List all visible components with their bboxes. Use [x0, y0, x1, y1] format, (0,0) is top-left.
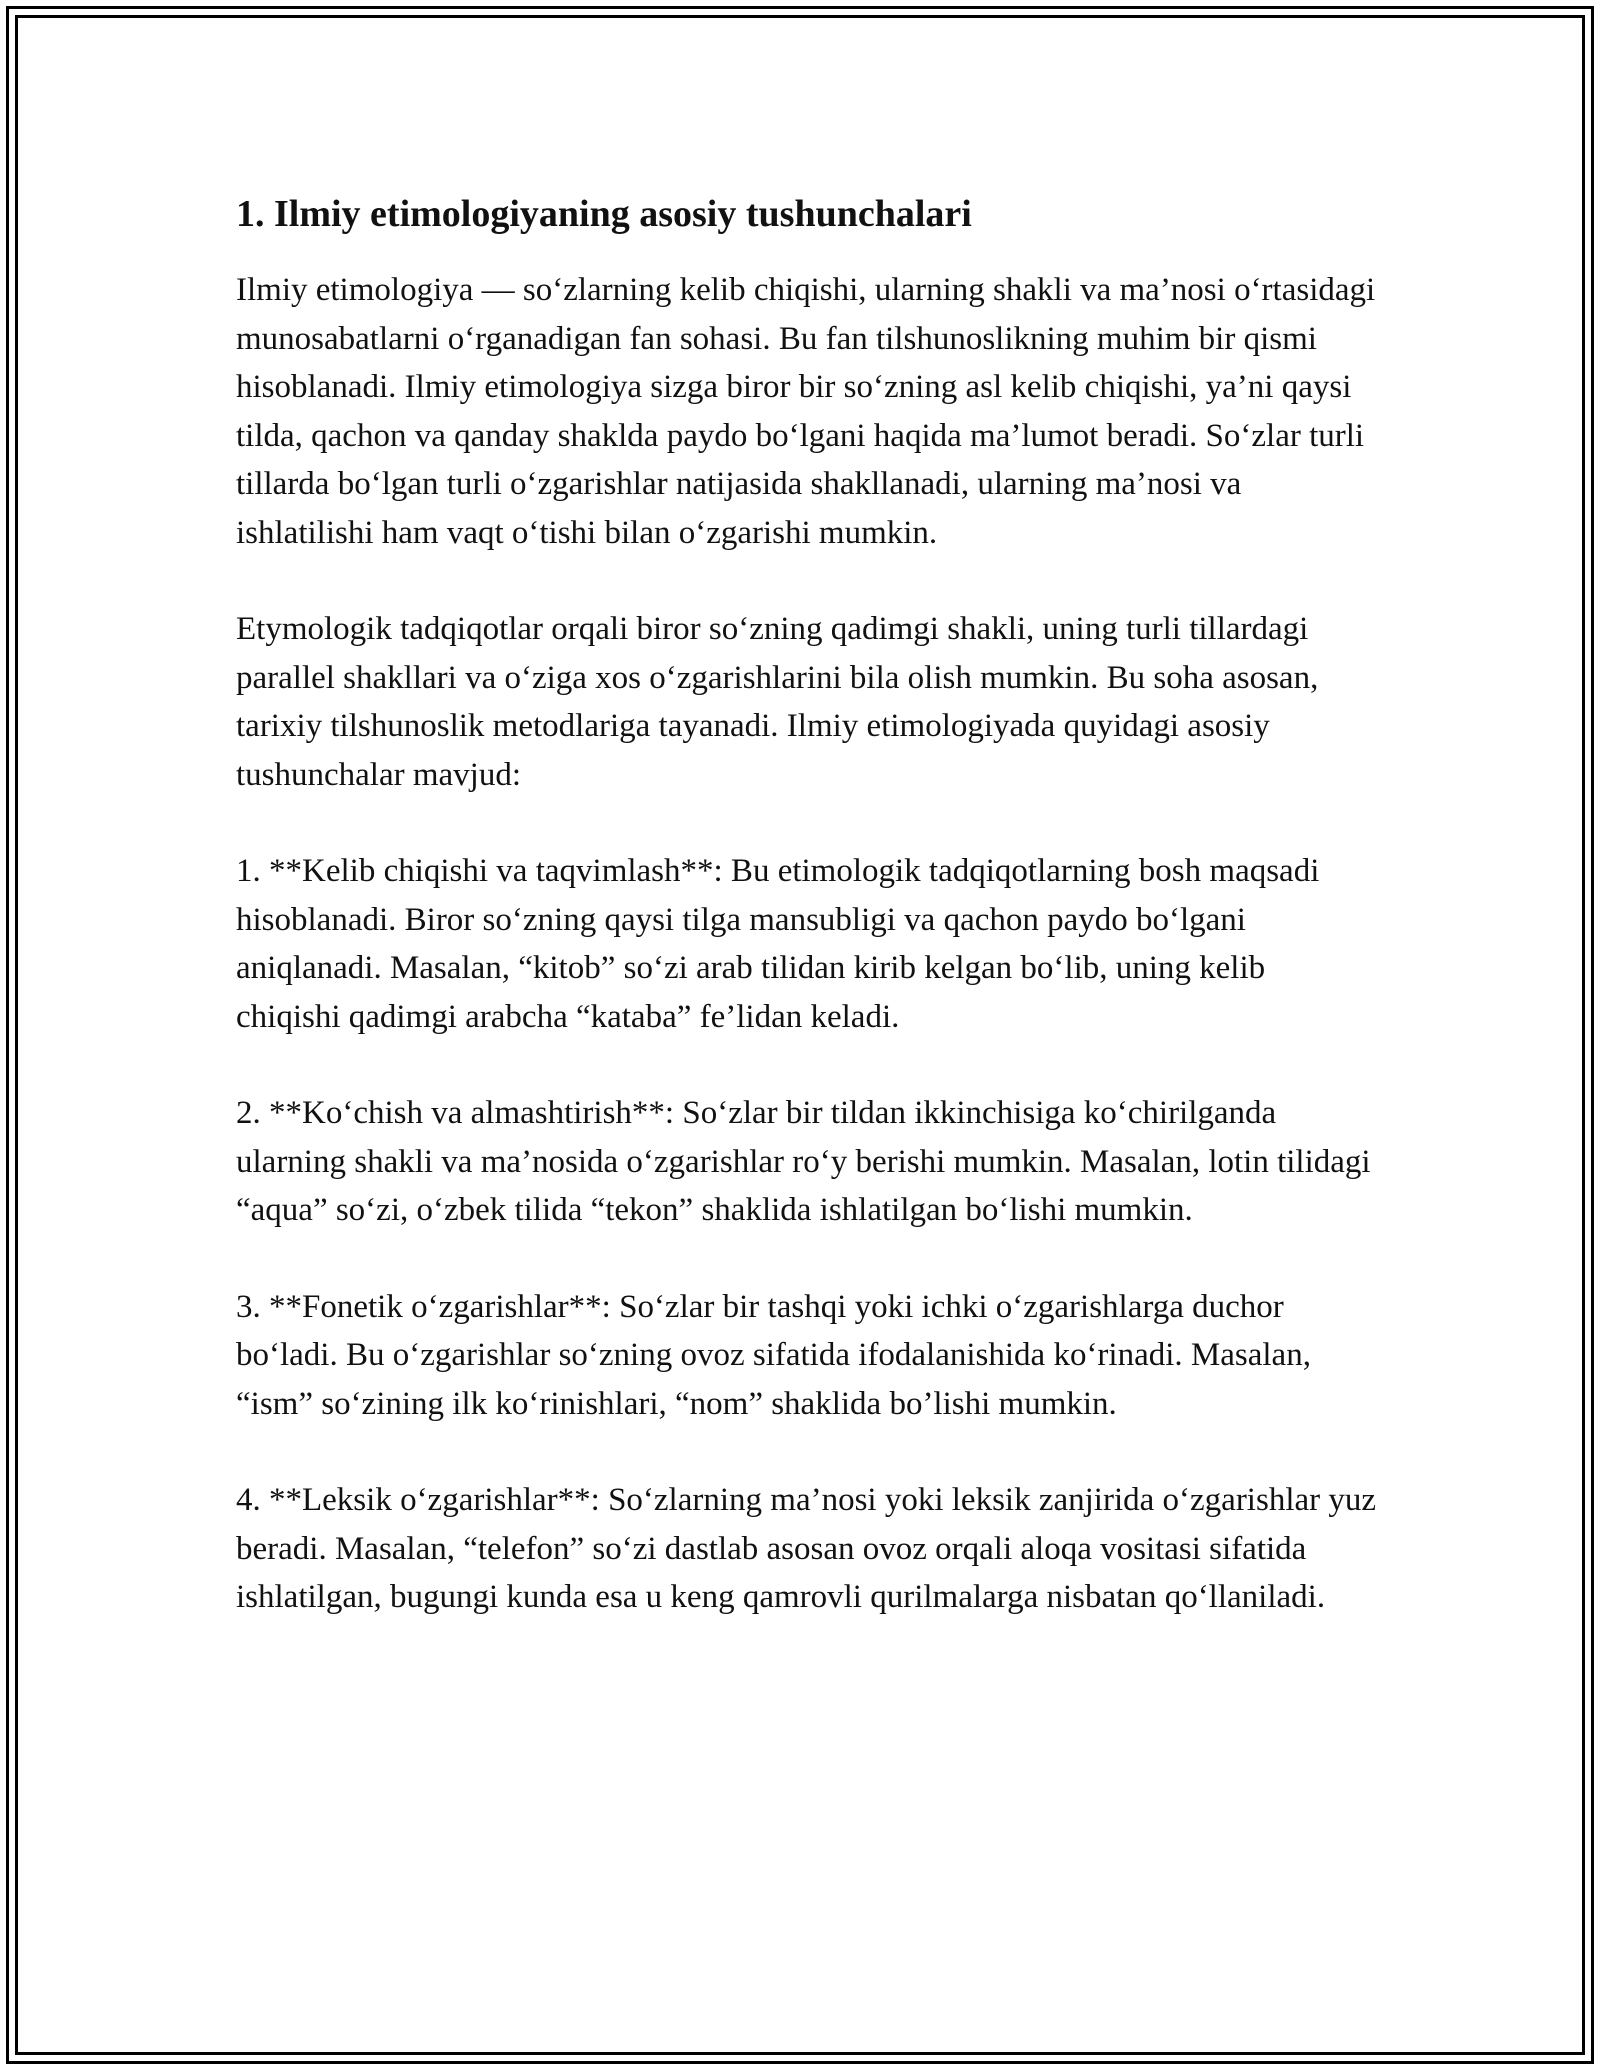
list-item-borrowing: 2. **Ko‘chish va almashtirish**: So‘zlar bir tildan ikkinchisiga ko‘chirilganda ularning shakli va ma’nosida o‘zgarishlar ro‘y berishi mumkin. Masalan, lotin tilidagi “aqua” so‘zi, o‘zbek tilida “tekon” shaklida ishlatilgan bo‘lishi mumkin.: [236, 1095, 1371, 1228]
paragraph-etymology-research: Etymologik tadqiqotlar orqali biror so‘zning qadimgi shakli, uning turli tillardagi parallel shakllari va o‘ziga xos o‘zgarishlarini bila olish mumkin. Bu soha asosan, tarixiy tilshunoslik metodlariga tayanadi. Ilmiy etimologiyada quyidagi asosiy tushunchalar mavjud:: [236, 611, 1319, 793]
list-item-lexical: 4. **Leksik o‘zgarishlar**: So‘zlarning ma’nosi yoki leksik zanjirida o‘zgarishlar yuz beradi. Masalan, “telefon” so‘zi dastlab asosan ovoz orqali aloqa vositasi sifatida ishlatilgan, bugungi kunda esa u keng qamrovli qurilmalarga nisbatan qo‘llaniladi.: [236, 1482, 1377, 1615]
paragraph-intro: Ilmiy etimologiya — so‘zlarning kelib chiqishi, ularning shakli va ma’nosi o‘rtasidagi munosabatlarni o‘rganadigan fan sohasi. Bu fan tilshunoslikning muhim bir qismi hisoblanadi. Ilmiy etimologiya sizga biror bir so‘zning asl kelib chiqishi, ya’ni qaysi tilda, qachon va qanday shaklda paydo bo‘lgani haqida ma’lumot beradi. So‘zlar turli tillarda bo‘lgan turli o‘zgarishlar natijasida shakllanadi, ularning ma’nosi va ishlatilishi ham vaqt o‘tishi bilan o‘zgarishi mumkin.: [236, 272, 1376, 551]
list-item-phonetic: 3. **Fonetik o‘zgarishlar**: So‘zlar bir tashqi yoki ichki o‘zgarishlarga duchor bo‘ladi. Bu o‘zgarishlar so‘zning ovoz sifatida ifodalanishida ko‘rinadi. Masalan, “ism” so‘zining ilk ko‘rinishlari, “nom” shaklida bo’lishi mumkin.: [236, 1288, 1311, 1422]
section-heading: 1. Ilmiy etimologiyaning asosiy tushunchalari: [236, 193, 972, 235]
list-item-origin: 1. **Kelib chiqishi va taqvimlash**: Bu etimologik tadqiqotlarning bosh maqsadi hisoblanadi. Biror so‘zning qaysi tilga mansubligi va qachon paydo bo‘lgani aniqlanadi. Masalan, “kitob” so‘zi arab tilidan kirib kelgan bo‘lib, uning kelib chiqishi qadimgi arabcha “kataba” fe’lidan keladi.: [236, 853, 1320, 1035]
document-body: [236, 188, 1376, 1670]
